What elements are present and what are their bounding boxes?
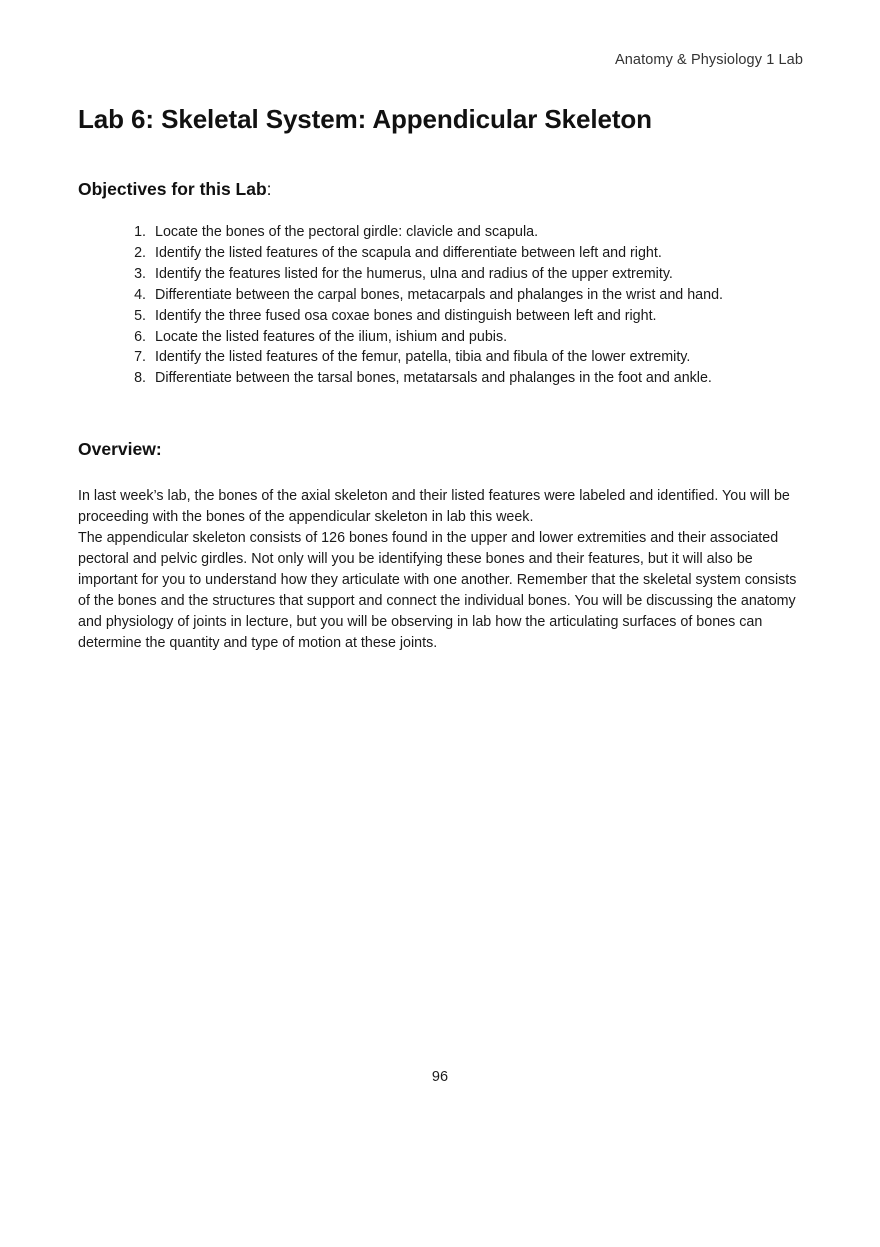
objective-number: 7.	[134, 349, 146, 366]
page-number: 96	[431, 1069, 449, 1085]
objective-number: 1.	[134, 224, 146, 240]
objective-text: Identify the three fused osa coxae bones and distinguish between left and right.	[155, 307, 657, 324]
objective-text: Differentiate between the carpal bones, metacarpals and phalanges in the wrist and hand.	[155, 286, 724, 303]
objective-item	[126, 306, 723, 327]
overview-heading: Overview:	[78, 439, 162, 459]
objectives-heading-colon: :	[266, 179, 272, 199]
running-header: Anatomy & Physiology 1 Lab	[615, 52, 803, 68]
objective-number: 5.	[134, 307, 146, 324]
objective-item	[126, 222, 723, 243]
objective-text: Locate the listed features of the ilium, ishium and pubis.	[155, 328, 508, 345]
overview-paragraph: In last week’s lab, the bones of the axial skeleton and their listed features were labeled and identified. You will be proceeding with the bones of the appendicular skeleton in lab this week.	[78, 488, 790, 525]
objective-item	[126, 243, 723, 264]
objective-item	[126, 264, 723, 285]
objective-item	[126, 327, 723, 348]
objectives-list	[126, 222, 723, 389]
objective-number: 4.	[134, 286, 146, 303]
overview-body	[78, 486, 808, 654]
objectives-heading	[78, 179, 272, 200]
objective-text: Identify the features listed for the humerus, ulna and radius of the upper extremity.	[155, 265, 673, 282]
objectives-heading-text: Objectives for this Lab	[78, 179, 267, 199]
objective-text: Locate the bones of the pectoral girdle: clavicle and scapula.	[155, 224, 539, 240]
objective-item	[126, 368, 723, 389]
overview-paragraph: The appendicular skeleton consists of 126 bones found in the upper and lower extremities and their associated pectoral and pelvic girdles. Not only will you be identifying these bones and their features, but it will also be important for you to understand how they articulate with one another. Remember that the skeletal system consists of the bones and the structures that support and connect the individual bones. You will be discussing the anatomy and physiology of joints in lecture, but you will be observing in lab how the articulating surfaces of bones can determine the quantity and type of motion at these joints.	[78, 530, 797, 651]
objective-number: 8.	[134, 370, 146, 387]
objective-number: 3.	[134, 265, 146, 282]
objective-text: Differentiate between the tarsal bones, metatarsals and phalanges in the foot and ankle.	[155, 370, 712, 387]
objective-item	[126, 347, 723, 368]
objective-text: Identify the listed features of the scapula and differentiate between left and right.	[155, 244, 662, 261]
objective-item	[126, 285, 723, 306]
page-title: Lab 6: Skeletal System: Appendicular Skeleton	[78, 104, 652, 134]
objective-text: Identify the listed features of the femur, patella, tibia and fibula of the lower extremity.	[155, 349, 691, 366]
objective-number: 6.	[134, 328, 146, 345]
objective-number: 2.	[134, 244, 146, 261]
